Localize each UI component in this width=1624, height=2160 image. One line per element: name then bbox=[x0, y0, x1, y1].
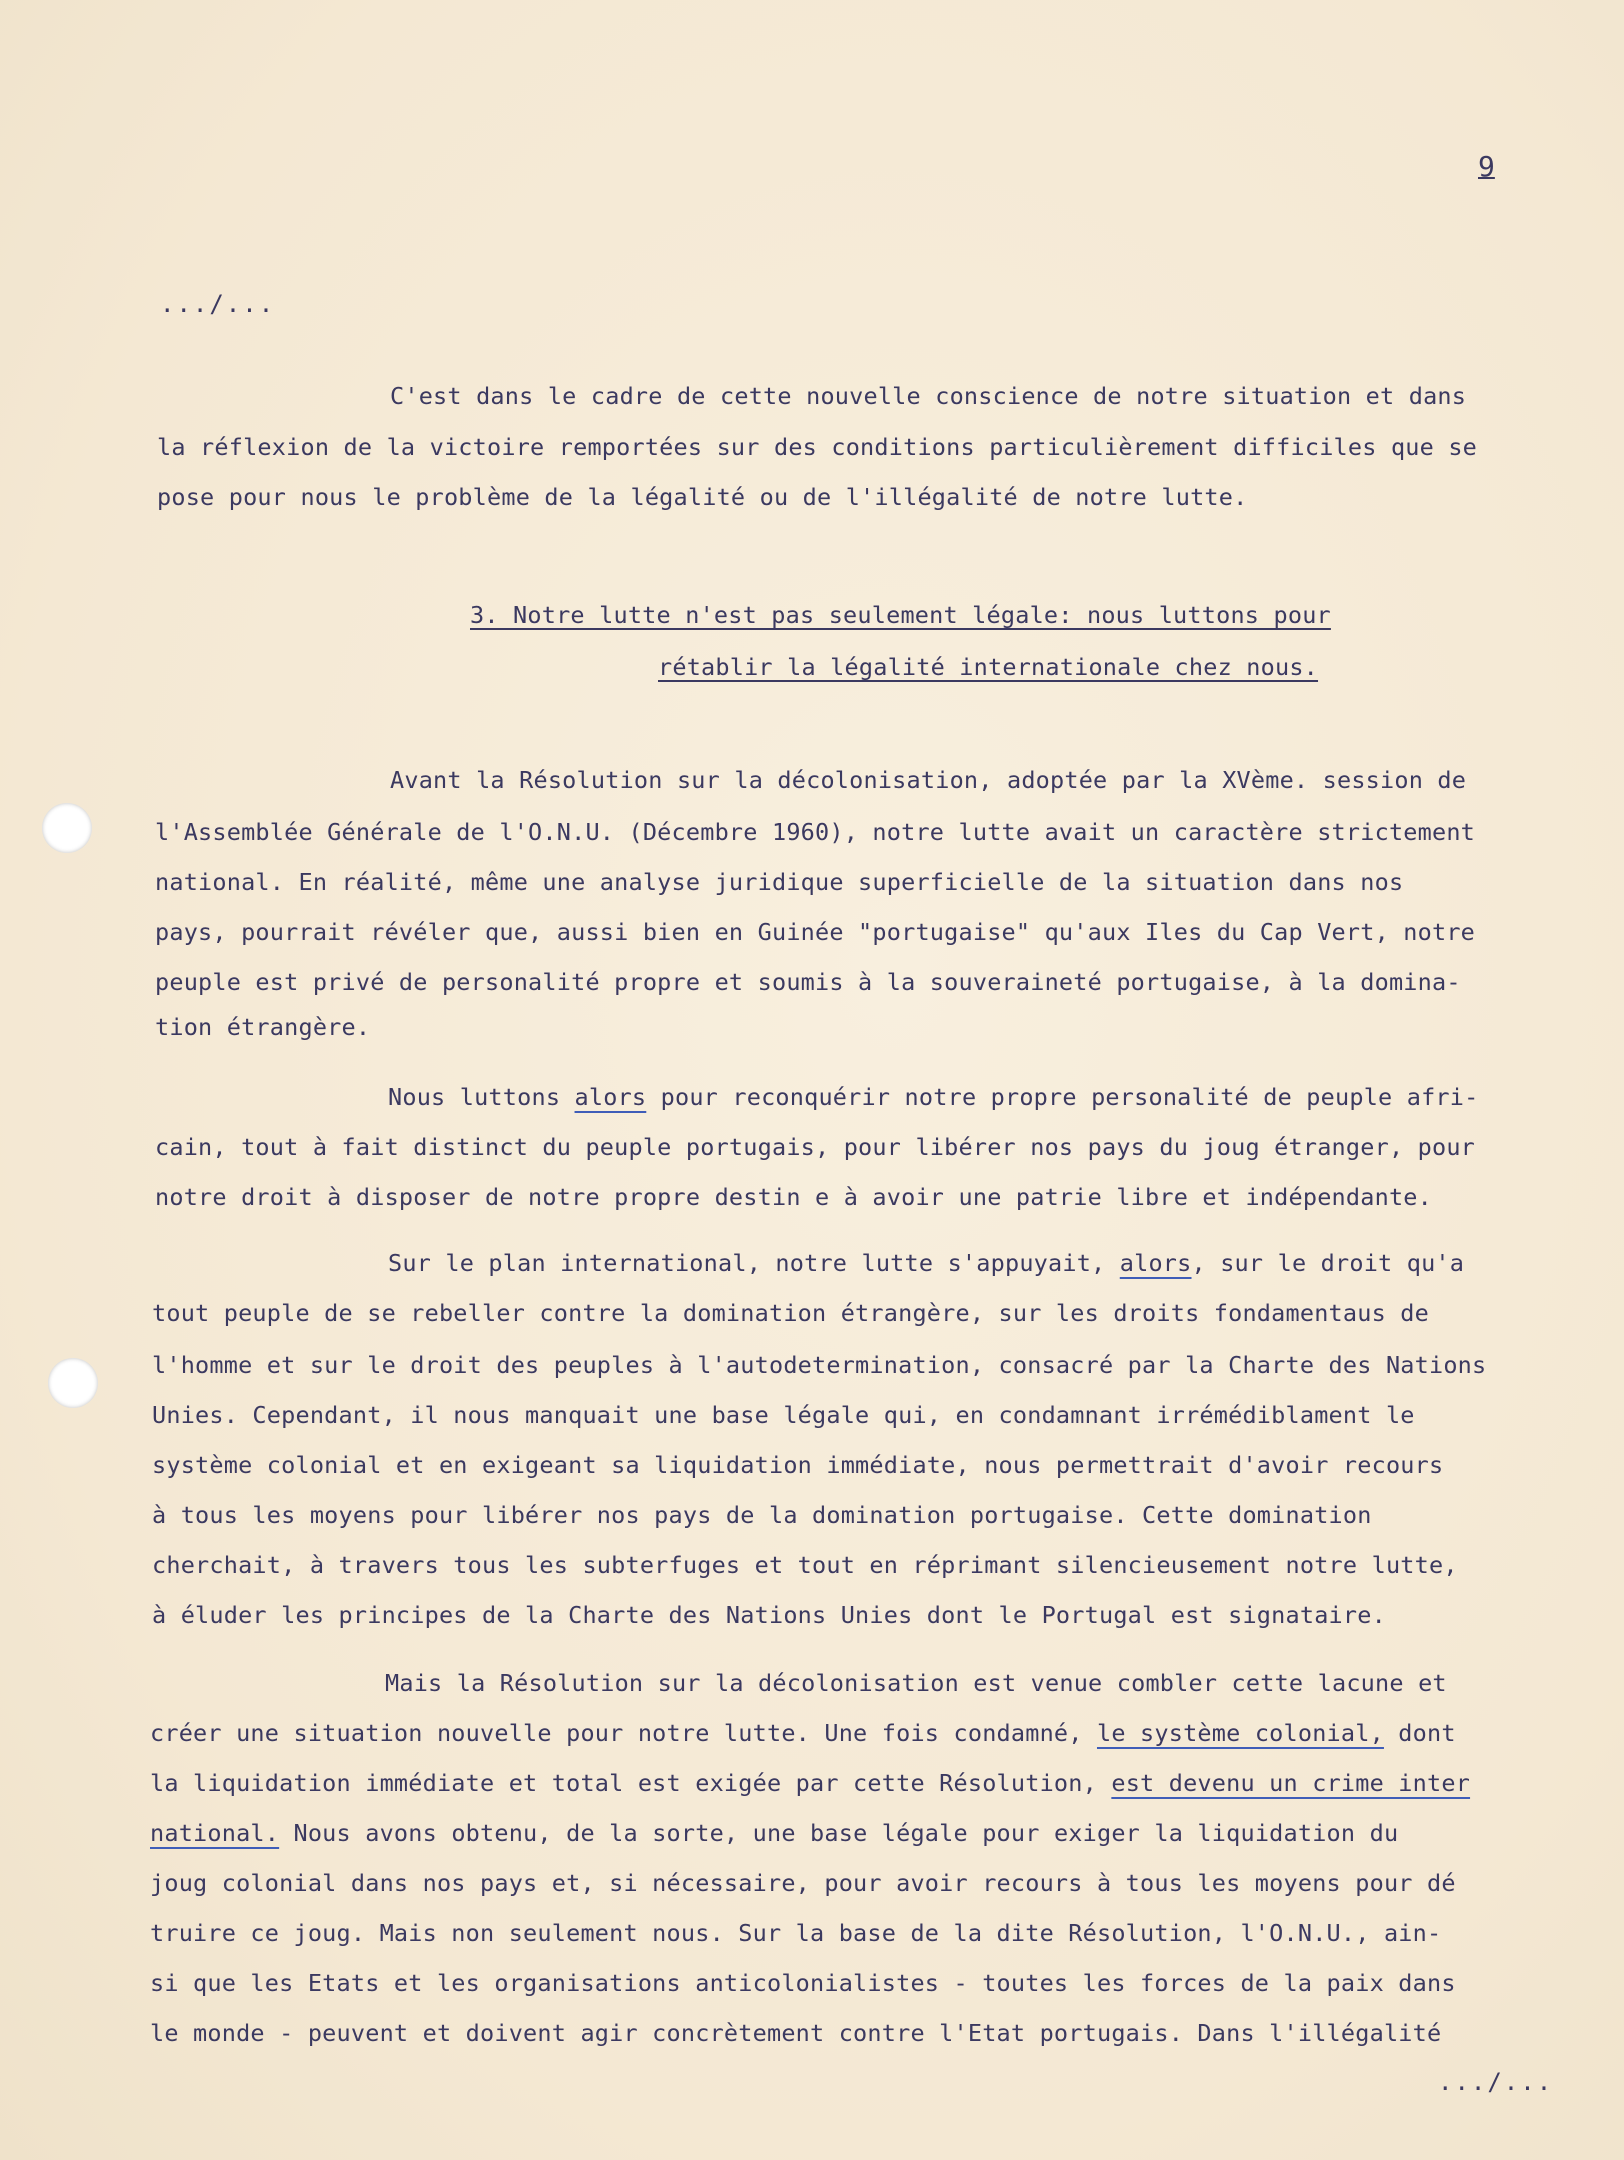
paragraph-5-line-2-end: dont bbox=[1383, 1719, 1456, 1747]
punch-hole-bottom bbox=[48, 1358, 98, 1408]
pen-underlined-crime-inter: est devenu un crime inter bbox=[1111, 1769, 1471, 1797]
pen-underlined-alors-2: alors bbox=[1119, 1249, 1192, 1277]
paragraph-5-line-1: Mais la Résolution sur la décolonisation est venue combler cette lacune et bbox=[385, 1669, 1447, 1697]
pen-underlined-national: national. bbox=[150, 1819, 280, 1847]
paragraph-4-line-5: système colonial et en exigeant sa liquidation immédiate, nous permettrait d'avoir recours bbox=[152, 1451, 1444, 1479]
paragraph-1-line-1: C'est dans le cadre de cette nouvelle conscience de notre situation et dans bbox=[390, 382, 1467, 410]
paragraph-2-line-4: pays, pourrait révéler que, aussi bien en Guinée "portugaise" qu'aux Iles du Cap Vert, notre bbox=[155, 918, 1476, 946]
paragraph-5-line-4 bbox=[150, 1818, 1398, 1848]
paragraph-1-line-2: la réflexion de la victoire remportées sur des conditions particulièrement difficiles que se bbox=[157, 433, 1478, 461]
paragraph-4-line-4: Unies. Cependant, il nous manquait une base légale qui, en condamnant irrémédiblament le bbox=[152, 1401, 1415, 1429]
paragraph-5-line-6: truire ce joug. Mais non seulement nous. Sur la base de la dite Résolution, l'O.N.U., ain- bbox=[150, 1919, 1442, 1947]
paragraph-2-line-6: tion étrangère. bbox=[155, 1013, 371, 1041]
paragraph-4-line-7: cherchait, à travers tous les subterfuges et tout en réprimant silencieusement notre lutte, bbox=[152, 1551, 1458, 1579]
paragraph-3-line-3: notre droit à disposer de notre propre destin e à avoir une patrie libre et indépendante. bbox=[155, 1183, 1432, 1211]
paragraph-5-line-2-start: créer une situation nouvelle pour notre lutte. Une fois condamné, bbox=[150, 1719, 1097, 1747]
page-number: 9 bbox=[1478, 150, 1495, 183]
paragraph-5-line-5: joug colonial dans nos pays et, si nécessaire, pour avoir recours à tous les moyens pour dé bbox=[150, 1869, 1456, 1897]
paragraph-4-line-3: l'homme et sur le droit des peuples à l'autodetermination, consacré par la Charte des Nations bbox=[152, 1351, 1487, 1379]
paragraph-1-line-3: pose pour nous le problème de la légalité ou de l'illégalité de notre lutte. bbox=[157, 483, 1248, 511]
paragraph-2-line-5: peuple est privé de personalité propre et soumis à la souveraineté portugaise, à la domina- bbox=[155, 968, 1461, 996]
paragraph-3-line-1-start: Nous luttons bbox=[388, 1083, 575, 1111]
paragraph-4-line-1 bbox=[388, 1248, 1464, 1278]
paragraph-5-line-8: le monde - peuvent et doivent agir concrètement contre l'Etat portugais. Dans l'illégalité bbox=[150, 2019, 1442, 2047]
paragraph-3-line-1 bbox=[388, 1082, 1478, 1112]
section-heading-line-2: rétablir la légalité internationale chez nous. bbox=[658, 653, 1319, 681]
pen-underlined-systeme-colonial: le système colonial, bbox=[1096, 1719, 1384, 1747]
paragraph-3-line-1-end: pour reconquérir notre propre personalité de peuple afri- bbox=[646, 1083, 1479, 1111]
paragraph-4-line-8: à éluder les principes de la Charte des Nations Unies dont le Portugal est signataire. bbox=[152, 1601, 1386, 1629]
paragraph-2-line-2: l'Assemblée Générale de l'O.N.U. (Décembre 1960), notre lutte avait un caractère strictement bbox=[155, 818, 1476, 846]
paragraph-5-line-4-end: Nous avons obtenu, de la sorte, une base légale pour exiger la liquidation du bbox=[279, 1819, 1399, 1847]
paragraph-2-line-3: national. En réalité, même une analyse juridique superficielle de la situation dans nos bbox=[155, 868, 1404, 896]
paragraph-5-line-2 bbox=[150, 1718, 1456, 1748]
paragraph-4-line-1-end: , sur le droit qu'a bbox=[1191, 1249, 1465, 1277]
continuation-mark-top: .../... bbox=[160, 290, 276, 318]
paragraph-2-line-1: Avant la Résolution sur la décolonisation, adoptée par la XVème. session de bbox=[390, 766, 1467, 794]
continuation-mark-bottom: .../... bbox=[1438, 2068, 1554, 2096]
paragraph-4-line-1-start: Sur le plan international, notre lutte s'appuyait, bbox=[388, 1249, 1120, 1277]
section-heading-line-1: 3. Notre lutte n'est pas seulement légale: nous luttons pour bbox=[470, 601, 1331, 629]
paragraph-5-line-3-start: la liquidation immédiate et total est exigée par cette Résolution, bbox=[150, 1769, 1112, 1797]
paragraph-4-line-6: à tous les moyens pour libérer nos pays de la domination portugaise. Cette domination bbox=[152, 1501, 1372, 1529]
punch-hole-top bbox=[42, 803, 92, 853]
paragraph-5-line-7: si que les Etats et les organisations anticolonialistes - toutes les forces de la paix dans bbox=[150, 1969, 1456, 1997]
pen-underlined-alors: alors bbox=[574, 1083, 647, 1111]
paragraph-4-line-2: tout peuple de se rebeller contre la domination étrangère, sur les droits fondamentaus de bbox=[152, 1299, 1429, 1327]
paragraph-3-line-2: cain, tout à fait distinct du peuple portugais, pour libérer nos pays du joug étranger, pour bbox=[155, 1133, 1476, 1161]
paragraph-5-line-3 bbox=[150, 1768, 1470, 1798]
